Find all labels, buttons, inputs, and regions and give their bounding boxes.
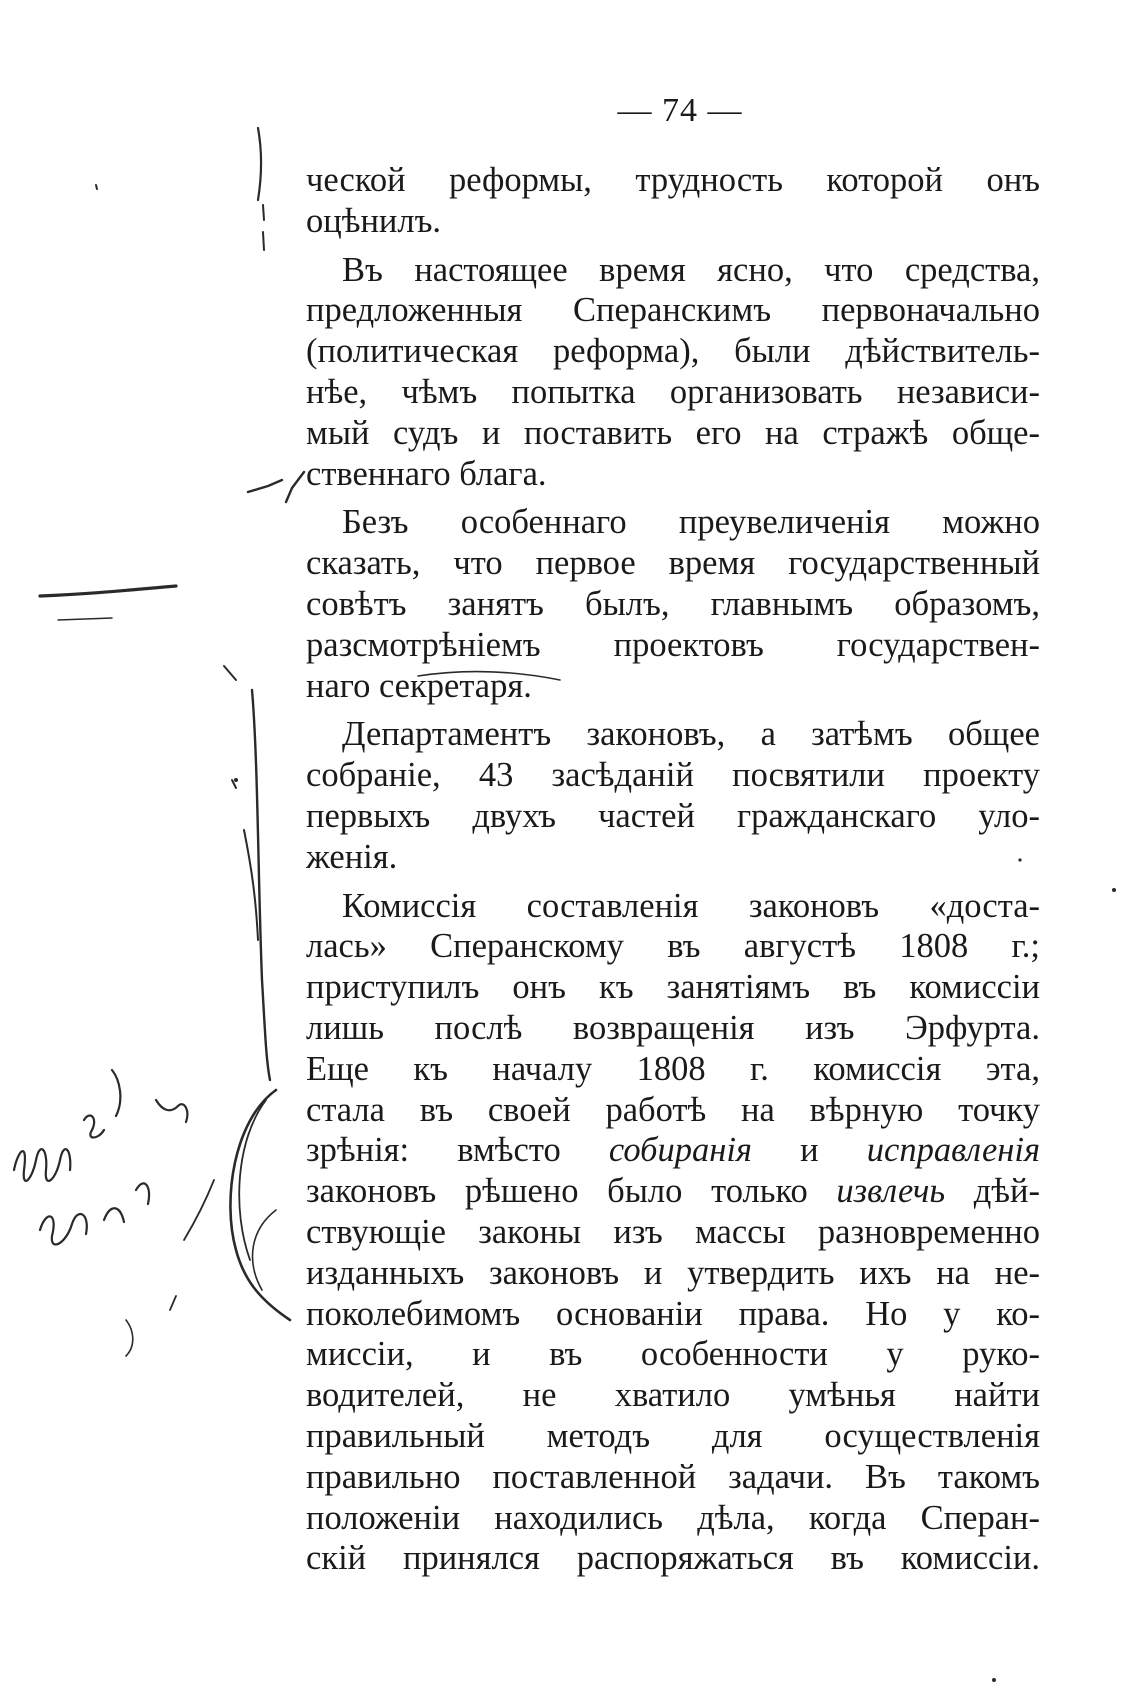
italic-term: исправленія <box>866 1131 1040 1170</box>
paragraph-5 <box>306 886 1040 1580</box>
page-number: — 74 — <box>617 92 743 129</box>
text-line: приступилъ онъ къ занятіямъ въ комиссіи <box>306 968 1040 1007</box>
italic-term: собиранія <box>608 1131 752 1170</box>
text-line: собраніе, 43 засѣданій посвятили проекту <box>306 756 1040 795</box>
text-line: стала въ своей работѣ на вѣрную точку <box>306 1090 1040 1129</box>
text-line: разсмотрѣніемъ проектовъ государствен- <box>306 625 1040 664</box>
text-run: зрѣнія: вмѣсто <box>306 1131 609 1170</box>
text-line: ческой реформы, трудность которой онъ <box>306 161 1040 199</box>
text-line: предложенныя Сперанскимъ первоначально <box>306 291 1040 330</box>
text-run: и <box>751 1131 867 1170</box>
text-line: водителей, не хватило умѣнья найти <box>306 1376 1040 1415</box>
paragraph-3 <box>306 502 1040 706</box>
body-text <box>306 160 1040 1579</box>
text-line: миссіи, и въ особенности у руко- <box>306 1335 1040 1374</box>
text-line: (политическая реформа), были дѣйствитель- <box>306 332 1040 371</box>
text-line-with-italics <box>306 1130 1040 1171</box>
text-line: скій принялся распоряжаться въ комиссіи. <box>306 1539 1040 1578</box>
paragraph-2 <box>306 250 1040 495</box>
text-line: Департаментъ законовъ, а затѣмъ общее <box>342 715 1040 754</box>
margin-tick-mark <box>232 780 236 788</box>
text-line: Въ настоящее время ясно, что средства, <box>342 250 1040 289</box>
text-line: наго секретаря. <box>306 666 532 705</box>
text-line: Комиссія составленія законовъ «доста- <box>342 886 1040 925</box>
margin-dash-mark <box>58 618 112 620</box>
handwritten-note <box>170 1180 214 1310</box>
text-line: совѣтъ занятъ былъ, главнымъ образомъ, <box>306 584 1040 623</box>
margin-tick-mark <box>263 205 264 220</box>
text-line: ствующіе законы изъ массы разновременно <box>306 1212 1040 1251</box>
margin-tick-mark <box>263 232 264 250</box>
text-line-with-italics <box>306 1171 1040 1212</box>
handwritten-note <box>126 1320 133 1356</box>
text-line: изданныхъ законовъ и утвердить ихъ на не- <box>306 1253 1040 1292</box>
ink-dot <box>992 1678 996 1682</box>
margin-vertical-line <box>244 830 258 940</box>
margin-dash-mark <box>40 586 176 596</box>
text-line: Еще къ началу 1808 г. комиссія эта, <box>306 1049 1040 1088</box>
margin-bracket-mark <box>258 128 261 200</box>
text-line: ственнаго блага. <box>306 454 547 493</box>
margin-curve-bracket <box>239 1100 266 1260</box>
margin-curve-bracket <box>230 1090 290 1320</box>
text-line: сказать, что первое время государственный <box>306 544 1040 583</box>
text-line: оцѣнилъ. <box>306 201 442 240</box>
paragraph-1 <box>306 160 1040 242</box>
text-line: первыхъ двухъ частей гражданскаго уло- <box>306 796 1040 835</box>
text-line: лишь послѣ возвращенія изъ Эрфурта. <box>306 1008 1040 1047</box>
margin-dot-mark <box>96 185 97 189</box>
check-mark <box>248 472 304 502</box>
text-line: мый судъ и поставить его на стражѣ обще- <box>306 413 1040 452</box>
paragraph-4 <box>306 714 1040 877</box>
margin-curve-bracket <box>253 1210 276 1290</box>
text-line: правильно поставленной задачи. Въ такомъ <box>306 1457 1040 1496</box>
handwritten-note <box>14 1070 187 1245</box>
text-line: поколебимомъ основаніи права. Но у ко- <box>306 1294 1040 1333</box>
text-line: нѣе, чѣмъ попытка организовать независи- <box>306 372 1040 411</box>
text-line: лась» Сперанскому въ августѣ 1808 г.; <box>306 927 1040 966</box>
text-line: женія. <box>306 837 398 876</box>
text-run: законовъ рѣшено было только <box>306 1172 837 1211</box>
margin-tick-mark <box>224 666 236 680</box>
italic-term: извлечь <box>836 1172 946 1211</box>
text-run: дѣй- <box>945 1172 1040 1211</box>
ink-dot <box>1112 888 1116 892</box>
text-line: положеніи находились дѣла, когда Сперан- <box>306 1498 1040 1537</box>
text-line: Безъ особеннаго преувеличенія можно <box>342 503 1040 542</box>
margin-vertical-line <box>252 690 270 1080</box>
ink-dot <box>234 778 238 782</box>
text-line: правильный методъ для осуществленія <box>306 1416 1040 1455</box>
